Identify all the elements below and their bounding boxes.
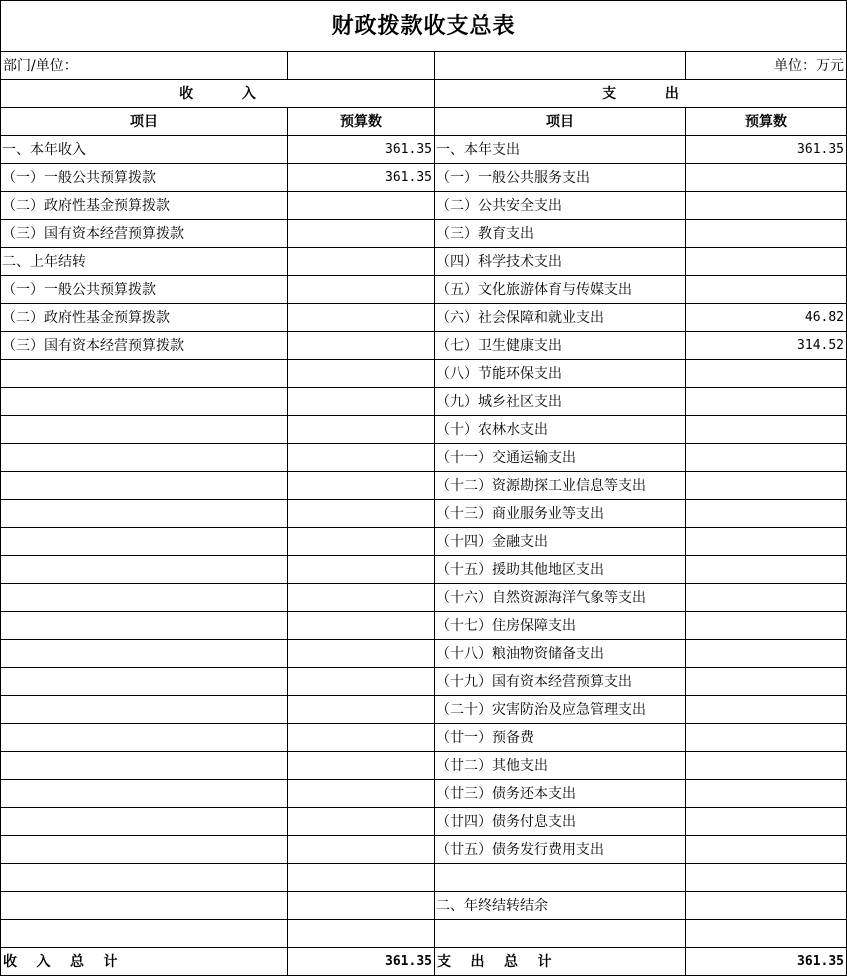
expense-value-cell[interactable] [686,500,847,528]
table-row [1,892,847,920]
expense-item-cell[interactable]: （八）节能环保支出 [435,360,686,388]
table-row [1,668,847,696]
table-row [1,920,847,948]
income-item-cell[interactable] [1,416,288,444]
expense-value-cell[interactable] [686,640,847,668]
income-value-cell[interactable]: 361.35 [288,164,435,192]
income-item-cell[interactable] [1,752,288,780]
income-item-cell[interactable] [1,612,288,640]
expense-budget-header: 预算数 [686,108,847,136]
income-value-cell[interactable] [288,640,435,668]
unit-label: 单位：万元 [686,52,847,80]
table-row [1,220,847,248]
income-value-cell[interactable] [288,556,435,584]
unit-blank-cell[interactable] [435,52,686,80]
expense-item-cell[interactable]: （十三）商业服务业等支出 [435,500,686,528]
section-header-row [1,80,847,108]
income-item-cell[interactable] [1,388,288,416]
income-total-label: 收 入 总 计 [1,948,288,976]
total-row [1,948,847,976]
income-item-cell[interactable] [1,584,288,612]
income-item-header: 项目 [1,108,288,136]
expense-value-cell[interactable] [686,780,847,808]
income-value-cell[interactable] [288,332,435,360]
expense-value-cell[interactable] [686,220,847,248]
income-item-cell[interactable] [1,640,288,668]
table-row [1,136,847,164]
table-row [1,192,847,220]
income-value-cell[interactable] [288,528,435,556]
expense-item-cell[interactable]: （四）科学技术支出 [435,248,686,276]
income-item-cell[interactable] [1,836,288,864]
table-row [1,500,847,528]
page-title: 财政拨款收支总表 [1,1,847,52]
income-value-cell[interactable] [288,864,435,892]
income-item-cell[interactable] [1,500,288,528]
expense-item-cell[interactable]: （五）文化旅游体育与传媒支出 [435,276,686,304]
income-item-cell[interactable] [1,668,288,696]
income-value-cell[interactable] [288,780,435,808]
expense-item-cell[interactable]: （廿五）债务发行费用支出 [435,836,686,864]
expense-value-cell[interactable]: 314.52 [686,332,847,360]
expense-value-cell[interactable] [686,444,847,472]
expense-item-cell[interactable]: （十八）粮油物资储备支出 [435,640,686,668]
column-header-row [1,108,847,136]
expense-item-cell[interactable]: （十）农林水支出 [435,416,686,444]
income-section-header: 收 入 [1,80,435,108]
expense-value-cell[interactable] [686,472,847,500]
expense-value-cell[interactable] [686,892,847,920]
table-row [1,360,847,388]
income-item-cell[interactable] [1,892,288,920]
expense-value-cell[interactable] [686,920,847,948]
income-item-cell[interactable]: 一、本年收入 [1,136,288,164]
dept-label: 部门/单位： [1,52,288,80]
income-item-cell[interactable]: （二）政府性基金预算拨款 [1,304,288,332]
unit-row [1,52,847,80]
income-value-cell[interactable] [288,584,435,612]
expense-item-cell[interactable]: （廿三）债务还本支出 [435,780,686,808]
income-item-cell[interactable]: （二）政府性基金预算拨款 [1,192,288,220]
expense-item-cell[interactable]: （七）卫生健康支出 [435,332,686,360]
title-row [1,1,847,52]
expense-item-cell[interactable]: （二十）灾害防治及应急管理支出 [435,696,686,724]
expense-value-cell[interactable]: 46.82 [686,304,847,332]
income-item-cell[interactable]: （三）国有资本经营预算拨款 [1,220,288,248]
income-item-cell[interactable] [1,724,288,752]
income-item-cell[interactable] [1,864,288,892]
income-value-cell[interactable] [288,808,435,836]
income-value-cell[interactable] [288,388,435,416]
expense-item-cell[interactable]: （十二）资源勘探工业信息等支出 [435,472,686,500]
expense-value-cell[interactable] [686,556,847,584]
table-row [1,472,847,500]
income-value-cell[interactable] [288,220,435,248]
income-value-cell[interactable] [288,696,435,724]
income-item-cell[interactable] [1,920,288,948]
expense-item-cell[interactable]: （十四）金融支出 [435,528,686,556]
expense-item-cell[interactable]: （十九）国有资本经营预算支出 [435,668,686,696]
expense-value-cell[interactable] [686,416,847,444]
expense-total-value[interactable]: 361.35 [686,948,847,976]
expense-value-cell[interactable] [686,164,847,192]
expense-item-cell[interactable]: （十一）交通运输支出 [435,444,686,472]
expense-value-cell[interactable] [686,836,847,864]
income-item-cell[interactable] [1,556,288,584]
expense-item-cell[interactable]: （廿二）其他支出 [435,752,686,780]
table-row [1,640,847,668]
table-row [1,724,847,752]
expense-item-cell[interactable]: （十七）住房保障支出 [435,612,686,640]
table-row [1,696,847,724]
income-item-cell[interactable]: （一）一般公共预算拨款 [1,164,288,192]
income-value-cell[interactable] [288,836,435,864]
income-item-cell[interactable]: （一）一般公共预算拨款 [1,276,288,304]
table-row [1,808,847,836]
income-item-cell[interactable] [1,444,288,472]
income-item-cell[interactable] [1,780,288,808]
table-row [1,276,847,304]
expense-item-cell[interactable]: 一、本年支出 [435,136,686,164]
expense-section-header: 支 出 [435,80,847,108]
expense-item-cell[interactable]: （十六）自然资源海洋气象等支出 [435,584,686,612]
income-value-cell[interactable] [288,416,435,444]
expense-value-cell[interactable] [686,248,847,276]
expense-item-cell[interactable]: （一）一般公共服务支出 [435,164,686,192]
income-value-cell[interactable] [288,248,435,276]
expense-item-cell[interactable]: （二）公共安全支出 [435,192,686,220]
expense-value-cell[interactable] [686,808,847,836]
table-row [1,444,847,472]
expense-value-cell[interactable] [686,696,847,724]
expense-item-cell[interactable]: （廿一）预备费 [435,724,686,752]
expense-item-cell[interactable]: （廿四）债务付息支出 [435,808,686,836]
expense-item-cell[interactable]: （九）城乡社区支出 [435,388,686,416]
table-row [1,416,847,444]
expense-item-cell[interactable]: （三）教育支出 [435,220,686,248]
expense-value-cell[interactable]: 361.35 [686,136,847,164]
income-item-cell[interactable] [1,360,288,388]
income-item-cell[interactable] [1,696,288,724]
income-value-cell[interactable] [288,724,435,752]
table-row [1,248,847,276]
table-row [1,612,847,640]
expense-total-label: 支 出 总 计 [435,948,686,976]
table-row [1,388,847,416]
income-value-cell[interactable] [288,500,435,528]
income-item-cell[interactable]: 二、上年结转 [1,248,288,276]
income-value-cell[interactable] [288,668,435,696]
income-value-cell[interactable] [288,192,435,220]
expense-item-cell[interactable] [435,864,686,892]
income-value-cell[interactable] [288,892,435,920]
expense-value-cell[interactable] [686,388,847,416]
income-item-cell[interactable] [1,472,288,500]
income-value-cell[interactable] [288,304,435,332]
income-value-cell[interactable] [288,276,435,304]
income-total-value[interactable]: 361.35 [288,948,435,976]
income-value-cell[interactable] [288,920,435,948]
expense-item-cell[interactable]: （十五）援助其他地区支出 [435,556,686,584]
table-row [1,304,847,332]
expense-value-cell[interactable] [686,864,847,892]
expense-item-cell[interactable]: （六）社会保障和就业支出 [435,304,686,332]
income-value-cell[interactable] [288,360,435,388]
expense-value-cell[interactable] [686,724,847,752]
expense-value-cell[interactable] [686,584,847,612]
income-value-cell[interactable] [288,472,435,500]
table-row [1,164,847,192]
table-row [1,836,847,864]
income-value-cell[interactable]: 361.35 [288,136,435,164]
income-value-cell[interactable] [288,444,435,472]
table-row [1,584,847,612]
expense-value-cell[interactable] [686,360,847,388]
table-row [1,752,847,780]
expense-item-cell[interactable] [435,920,686,948]
expense-value-cell[interactable] [686,528,847,556]
table-row [1,864,847,892]
income-item-cell[interactable]: （三）国有资本经营预算拨款 [1,332,288,360]
table-row [1,528,847,556]
expense-value-cell[interactable] [686,752,847,780]
income-budget-header: 预算数 [288,108,435,136]
table-row [1,556,847,584]
income-item-cell[interactable] [1,528,288,556]
expense-item-cell[interactable]: 二、年终结转结余 [435,892,686,920]
income-value-cell[interactable] [288,752,435,780]
income-item-cell[interactable] [1,808,288,836]
table-row [1,332,847,360]
expense-value-cell[interactable] [686,192,847,220]
income-value-cell[interactable] [288,612,435,640]
dept-value-cell[interactable] [288,52,435,80]
expense-value-cell[interactable] [686,276,847,304]
expense-item-header: 项目 [435,108,686,136]
expense-value-cell[interactable] [686,612,847,640]
table-row [1,780,847,808]
expense-value-cell[interactable] [686,668,847,696]
